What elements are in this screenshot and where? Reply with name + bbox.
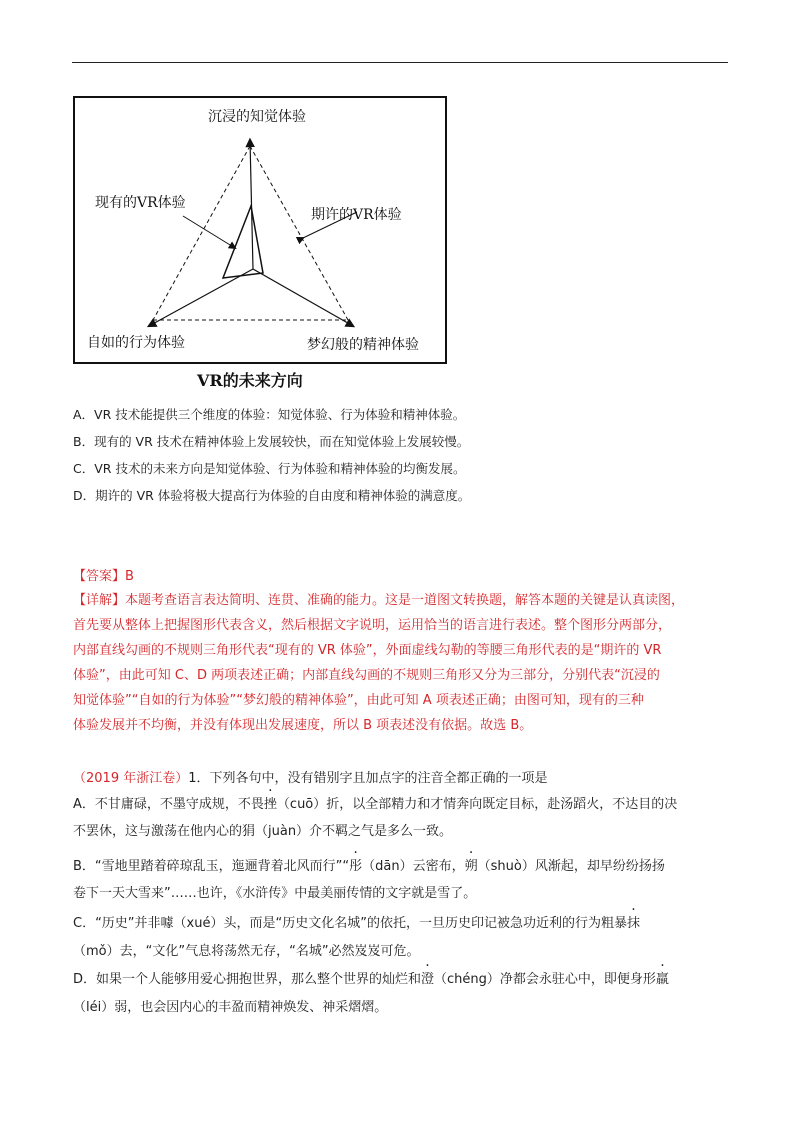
question-source: （2019 年浙江卷） <box>73 771 189 786</box>
detail-line: 知觉体验”“自如的行为体验”“梦幻般的精神体验”，由此可知 A 项表述正确；由图可知，现有的三种 <box>73 693 644 708</box>
answer-label: 【答案】B <box>73 569 134 584</box>
dotted-char: 抹 <box>626 916 640 931</box>
label-expected-vr: 期许的VR体验 <box>311 207 402 223</box>
question-stem-text: 1．下列各句中，没有错别字且加点字的注音全都正确的一项是 <box>188 771 548 786</box>
option-b: B．现有的 VR 技术在精神体验上发展较快，而在知觉体验上发展较慢。 <box>73 434 470 449</box>
choice-b-line1 <box>73 855 665 874</box>
figure-caption: VR的未来方向 <box>197 371 303 390</box>
label-immersive-perception: 沉浸的知觉体验 <box>208 109 306 125</box>
choice-b-text: （shuò）风渐起，却早纷纷扬扬 <box>477 859 665 874</box>
option-d: D．期许的 VR 体验将极大提高行为体验的自由度和精神体验的满意度。 <box>73 488 471 503</box>
current-pointer <box>183 216 235 248</box>
label-current-vr: 现有的VR体验 <box>95 195 186 211</box>
header-rule <box>72 62 728 63</box>
choice-b-text: B．“雪地里踏着碎琼乱玉，迤逦背着北风而行”“ <box>73 859 350 874</box>
choice-d-text: （chéng）净都会永驻心中，即便身形 <box>434 972 656 987</box>
choice-b-text: （dān）云密布， <box>362 859 465 874</box>
detail-line: 体验发展并不均衡，并没有体现出发展速度，所以 B 项表述没有依据。故选 B。 <box>73 718 533 733</box>
dotted-char: 彤 <box>349 859 363 874</box>
choice-d-text: D．如果一个人能够用爱心拥抱世界，那么整个世界的灿烂和 <box>73 972 422 987</box>
option-a: A．VR 技术能提供三个维度的体验：知觉体验、行为体验和精神体验。 <box>73 407 466 422</box>
choice-a-line2: 不罢休，这与激荡在他内心的狷（juàn）介不羁之气是多么一致。 <box>73 824 453 839</box>
detail-line: 首先要从整体上把握图形代表含义，然后根据文字说明，运用恰当的语言进行表述。整个图形分两部分， <box>73 618 672 633</box>
choice-a-text: （cuō）折，以全部精力和才情奔向既定目标，赴汤蹈火，不达目的决 <box>276 797 678 812</box>
vr-diagram <box>75 98 445 362</box>
axes <box>149 140 353 326</box>
label-dreamlike-spirit: 梦幻般的精神体验 <box>307 337 419 353</box>
dotted-char: 朔 <box>464 859 478 874</box>
choice-a-line1 <box>73 793 677 812</box>
choice-d-line1 <box>73 968 669 987</box>
detail-line: 体验”，由此可知 C、D 两项表述正确；内部直线勾画的不规则三角形又分为三部分，分别代表“沉浸的 <box>73 668 660 683</box>
choice-d-line2: （léi）弱，也会因内心的丰盈而精神焕发、神采熠熠。 <box>73 1000 388 1015</box>
option-c: C．VR 技术的未来方向是知觉体验、行为体验和精神体验的均衡发展。 <box>73 461 466 476</box>
vr-figure <box>73 96 447 364</box>
choice-c-text: C．“历史”并非噱（xué）头，而是“历史文化名城”的依托，一旦历史印记被急功近利的行为粗暴 <box>73 916 627 931</box>
choice-a-text: A．不甘庸碌，不墨守成规，不畏 <box>73 797 264 812</box>
detail-line: 内部直线勾画的不规则三角形代表“现有的 VR 体验”，外面虚线勾勒的等腰三角形代表的是“期许的 VR <box>73 643 662 658</box>
choice-c-line1 <box>73 912 640 931</box>
dotted-char: 澄 <box>421 972 435 987</box>
choice-c-line2: （mǒ）去，“文化”气息将荡然无存，“名城”必然岌岌可危。 <box>73 944 420 959</box>
detail-line: 【详解】本题考查语言表达简明、连贯、准确的能力。这是一道图文转换题，解答本题的关键是认真读图， <box>73 593 685 608</box>
dotted-char: 挫 <box>263 797 277 812</box>
dotted-char: 羸 <box>655 972 669 987</box>
question-stem <box>73 767 548 786</box>
current-triangle <box>223 206 263 278</box>
choice-b-line2: 卷下一天大雪来”……也许，《水浒传》中最美丽传情的文字就是雪了。 <box>73 886 477 901</box>
label-free-behavior: 自如的行为体验 <box>87 335 185 351</box>
